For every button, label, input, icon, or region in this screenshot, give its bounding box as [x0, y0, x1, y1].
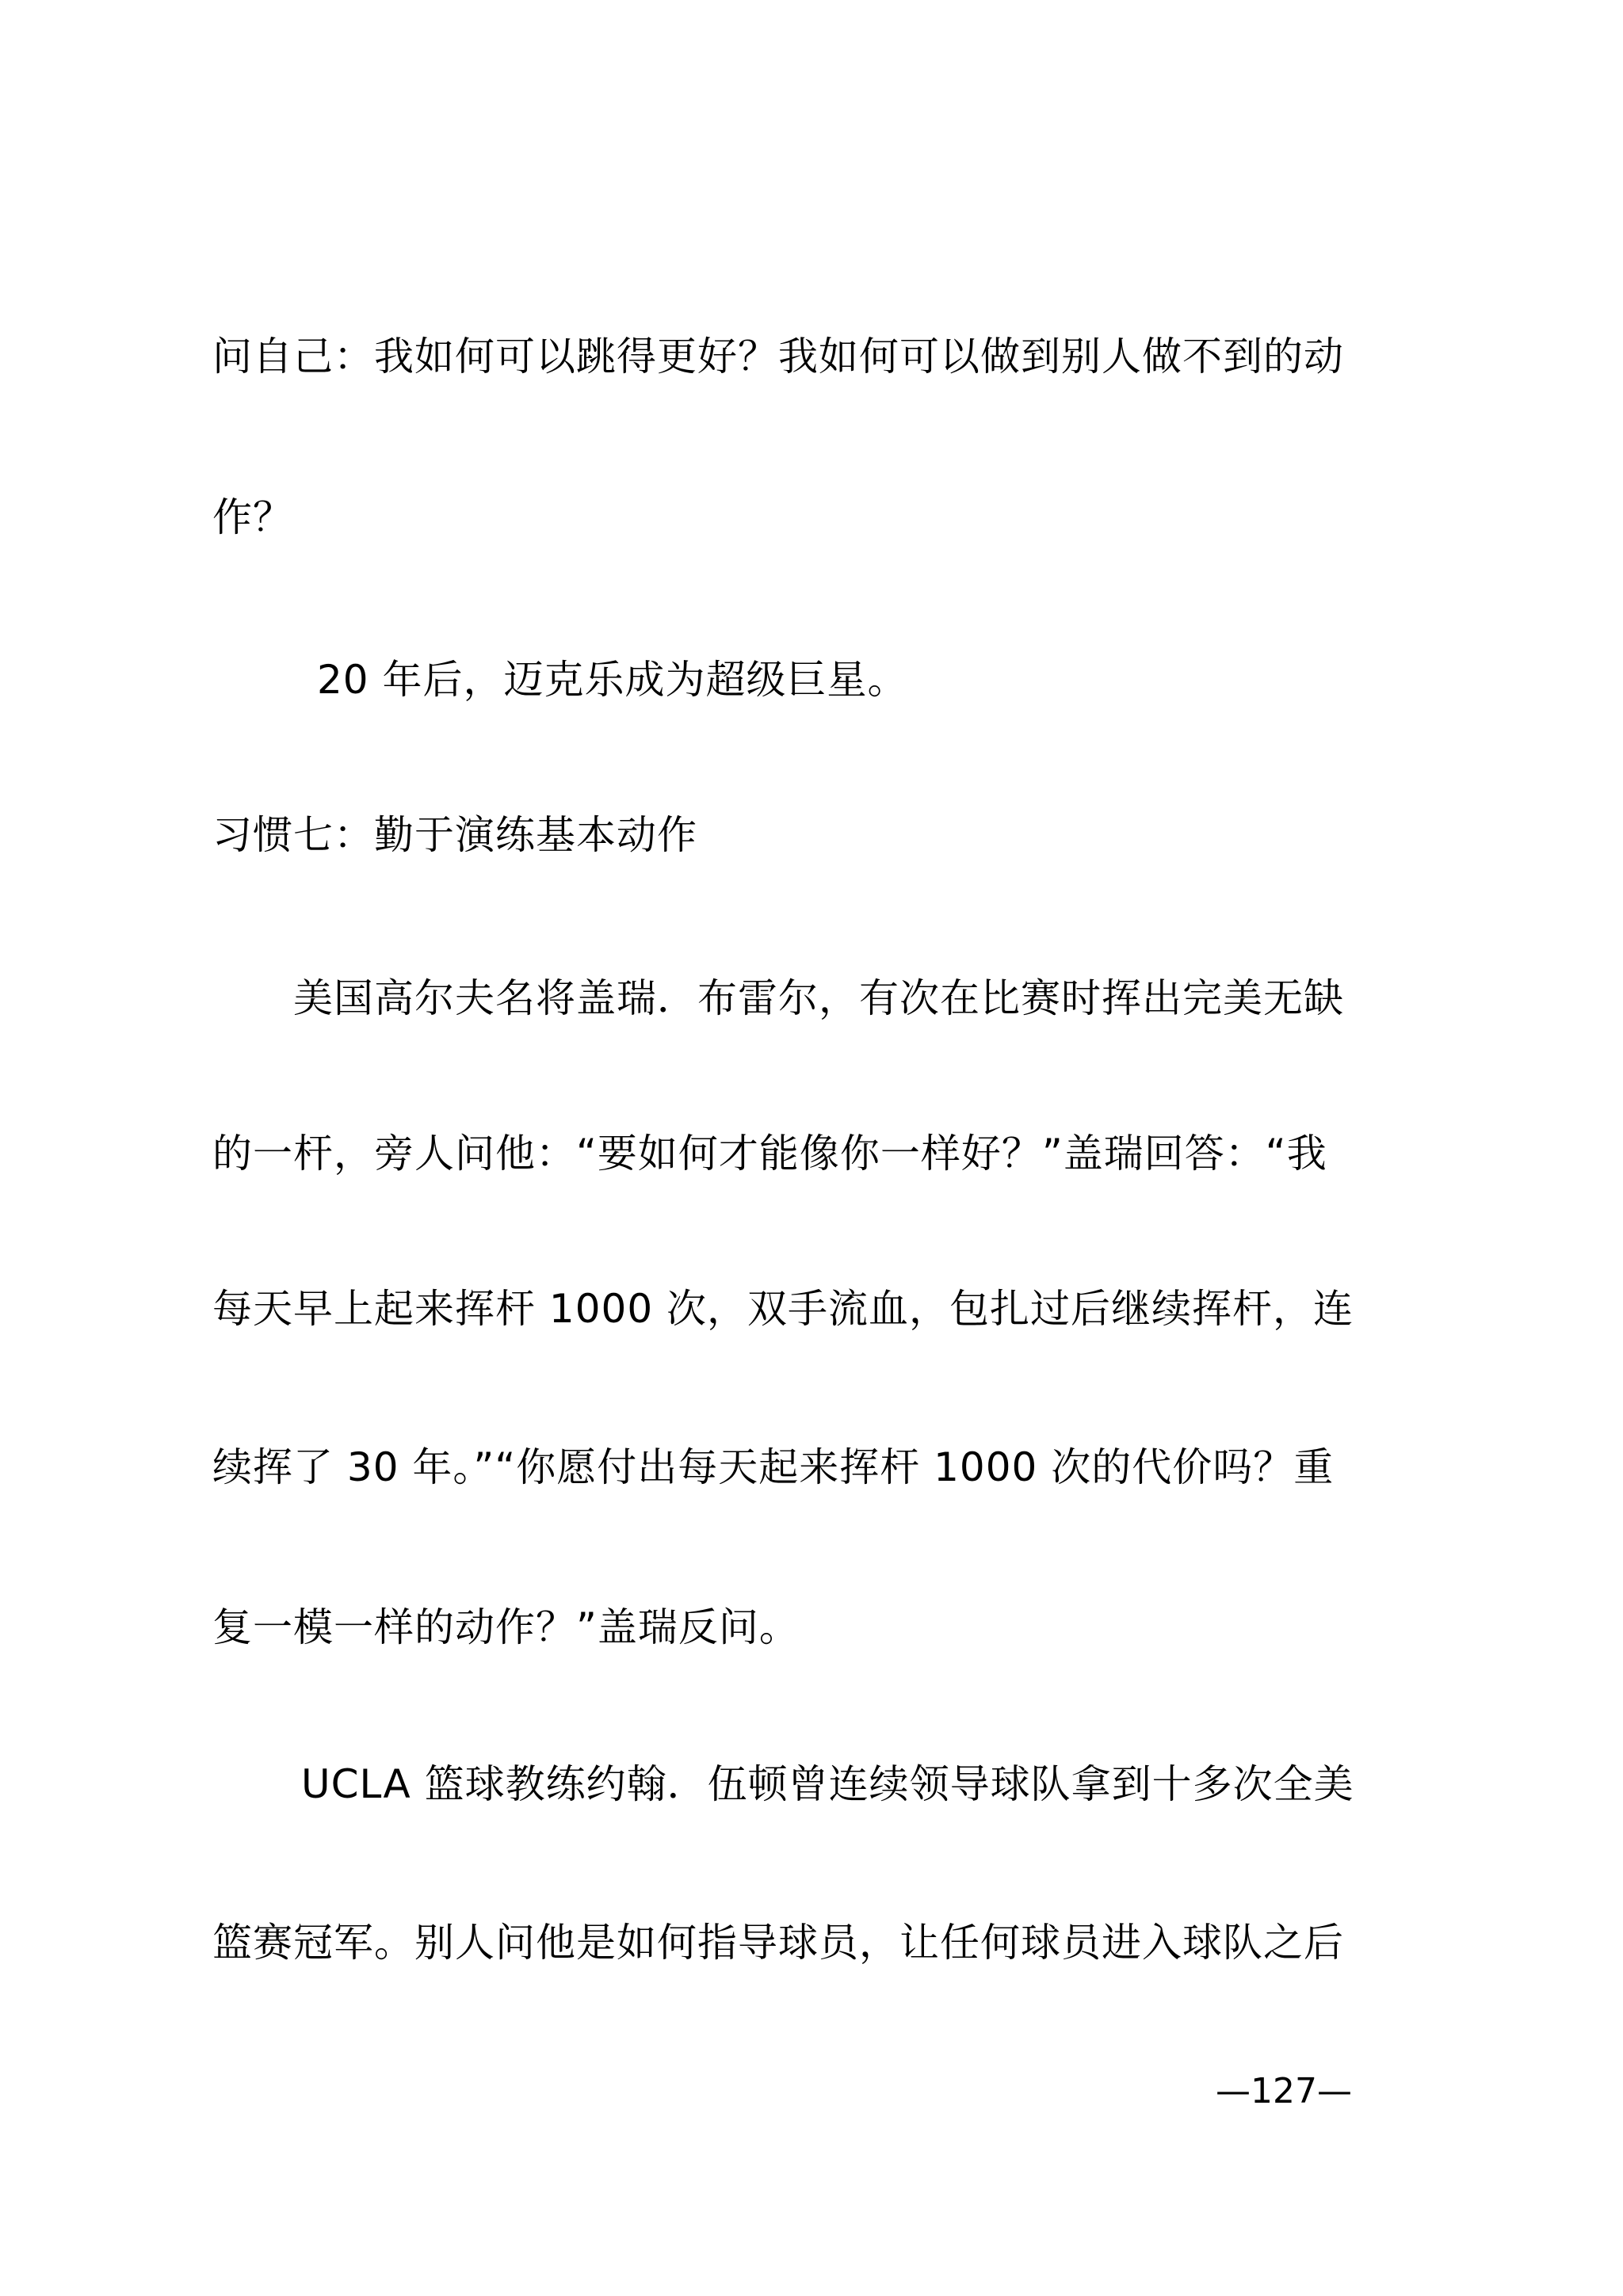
text-line-11: 篮赛冠军。别人问他是如何指导球员，让任何球员进入球队之后	[212, 1920, 1344, 1966]
text-line-6: 的一杆，旁人问他：“要如何才能像你一样好？”盖瑞回答：“我	[212, 1131, 1327, 1177]
page-number: —127—	[1216, 2071, 1352, 2111]
text-line-10: UCLA 篮球教练约翰．伍顿曾连续领导球队拿到十多次全美	[301, 1761, 1354, 1807]
text-line-2: 作？	[212, 494, 293, 540]
text-line-8: 续挥了 30 年。”“你愿付出每天起来挥杆 1000 次的代价吗？重	[212, 1444, 1335, 1490]
text-line-3: 20 年后，迈克乐成为超级巨星。	[317, 657, 908, 703]
text-line-1: 问自己：我如何可以跳得更好？我如何可以做到别人做不到的动	[212, 334, 1344, 379]
text-line-7: 每天早上起来挥杆 1000 次，双手流血，包扎过后继续挥杆，连	[212, 1286, 1354, 1332]
section-heading: 习惯七：勤于演练基本动作	[212, 812, 697, 858]
text-line-9: 复一模一样的动作？”盖瑞反问。	[212, 1604, 800, 1650]
text-line-5: 美国高尔夫名将盖瑞．布雷尔，有次在比赛时挥出完美无缺	[293, 975, 1344, 1021]
